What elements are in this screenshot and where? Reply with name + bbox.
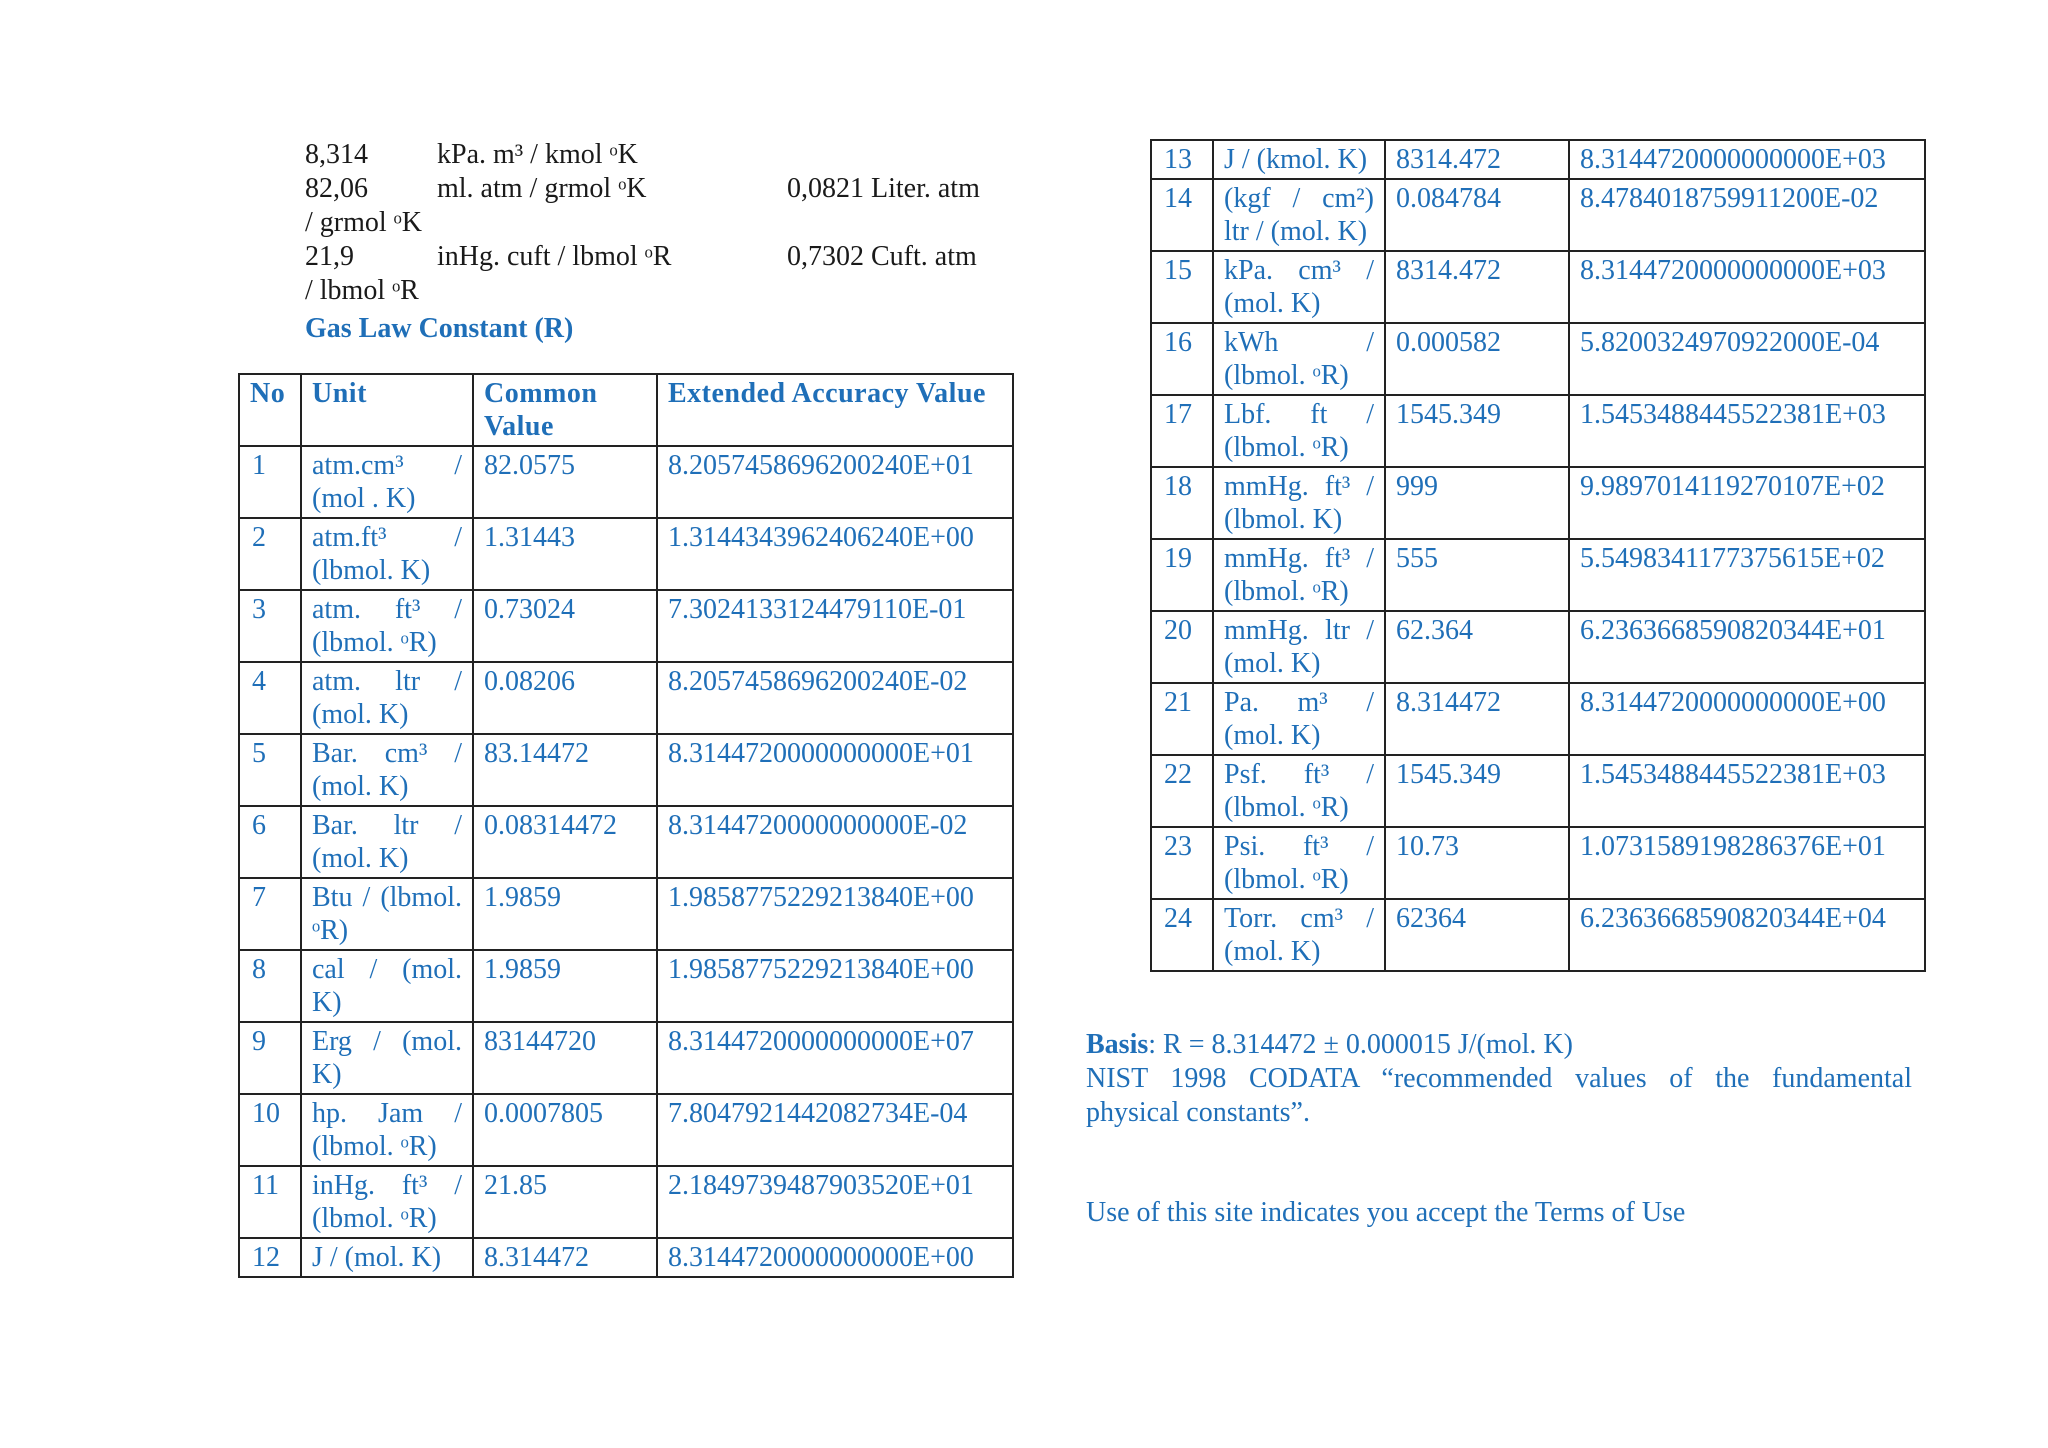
cell-unit: Erg / (mol. K): [301, 1022, 473, 1094]
cell-no: 18: [1151, 467, 1213, 539]
cell-extended-value: 6.2363668590820344E+04: [1569, 899, 1925, 971]
cell-extended-value: 1.9858775229213840E+00: [657, 878, 1013, 950]
column-header-no: No: [239, 374, 301, 446]
cell-extended-value: 8.3144720000000000E-02: [657, 806, 1013, 878]
table-row: [239, 1166, 1013, 1238]
header-value: 82,06: [305, 173, 368, 204]
table-body-left: [239, 446, 1013, 1277]
cell-unit: atm. ltr / (mol. K): [301, 662, 473, 734]
cell-common-value: 82.0575: [473, 446, 657, 518]
column-header-common-value: Common Value: [473, 374, 657, 446]
cell-no: 19: [1151, 539, 1213, 611]
table-row: [1151, 323, 1925, 395]
cell-no: 5: [239, 734, 301, 806]
header-alt-value: 0,0821 Liter. atm: [787, 173, 980, 204]
cell-common-value: 8314.472: [1385, 140, 1569, 179]
cell-extended-value: 2.1849739487903520E+01: [657, 1166, 1013, 1238]
cell-common-value: 0.73024: [473, 590, 657, 662]
cell-unit: mmHg. ft³ / (lbmol. K): [1213, 467, 1385, 539]
cell-common-value: 0.084784: [1385, 179, 1569, 251]
cell-common-value: 1.9859: [473, 950, 657, 1022]
cell-extended-value: 8.3144720000000000E+01: [657, 734, 1013, 806]
cell-unit: Pa. m³ / (mol. K): [1213, 683, 1385, 755]
table-row: [239, 806, 1013, 878]
section-title: Gas Law Constant (R): [305, 313, 574, 344]
header-value: 21,9: [305, 241, 354, 272]
cell-extended-value: 8.2057458696200240E+01: [657, 446, 1013, 518]
cell-extended-value: 1.9858775229213840E+00: [657, 950, 1013, 1022]
cell-unit: Torr. cm³ / (mol. K): [1213, 899, 1385, 971]
cell-no: 12: [239, 1238, 301, 1277]
cell-no: 9: [239, 1022, 301, 1094]
cell-unit: inHg. ft³ / (lbmol. ᵒR): [301, 1166, 473, 1238]
cell-no: 22: [1151, 755, 1213, 827]
table-row: [239, 1094, 1013, 1166]
cell-unit: mmHg. ltr / (mol. K): [1213, 611, 1385, 683]
cell-unit: atm.ft³ / (lbmol. K): [301, 518, 473, 590]
header-alt-value: 0,7302 Cuft. atm: [787, 241, 977, 272]
cell-common-value: 1545.349: [1385, 395, 1569, 467]
header-line-2-wrap: [305, 206, 1005, 240]
table-row: [1151, 467, 1925, 539]
table-row: [239, 1238, 1013, 1277]
table-row: [1151, 755, 1925, 827]
cell-unit: J / (mol. K): [301, 1238, 473, 1277]
cell-extended-value: 6.2363668590820344E+01: [1569, 611, 1925, 683]
basis-label: Basis: [1086, 1029, 1149, 1060]
cell-common-value: 0.08314472: [473, 806, 657, 878]
table-row: [1151, 539, 1925, 611]
header-line-3-wrap: [305, 274, 1005, 308]
cell-extended-value: 9.9897014119270107E+02: [1569, 467, 1925, 539]
cell-no: 20: [1151, 611, 1213, 683]
cell-common-value: 1.9859: [473, 878, 657, 950]
cell-common-value: 8.314472: [1385, 683, 1569, 755]
header-unit-wrap: / lbmol ᵒR: [305, 275, 419, 306]
table-row: [239, 446, 1013, 518]
cell-no: 2: [239, 518, 301, 590]
column-header-extended-value: Extended Accuracy Value: [657, 374, 1013, 446]
cell-unit: hp. Jam / (lbmol. ᵒR): [301, 1094, 473, 1166]
cell-unit: Psi. ft³ / (lbmol. ᵒR): [1213, 827, 1385, 899]
table-row: [1151, 611, 1925, 683]
cell-unit: Btu / (lbmol. ᵒR): [301, 878, 473, 950]
header-block: [305, 138, 1005, 346]
cell-common-value: 83144720: [473, 1022, 657, 1094]
cell-extended-value: 8.4784018759911200E-02: [1569, 179, 1925, 251]
cell-no: 1: [239, 446, 301, 518]
cell-common-value: 0.000582: [1385, 323, 1569, 395]
table-row: [239, 662, 1013, 734]
cell-no: 13: [1151, 140, 1213, 179]
cell-extended-value: 7.8047921442082734E-04: [657, 1094, 1013, 1166]
table-row: [239, 590, 1013, 662]
cell-common-value: 1.31443: [473, 518, 657, 590]
cell-extended-value: 8.2057458696200240E-02: [657, 662, 1013, 734]
cell-common-value: 0.0007805: [473, 1094, 657, 1166]
cell-no: 24: [1151, 899, 1213, 971]
cell-extended-value: 5.8200324970922000E-04: [1569, 323, 1925, 395]
cell-no: 8: [239, 950, 301, 1022]
table-row: [1151, 179, 1925, 251]
cell-no: 15: [1151, 251, 1213, 323]
table-row: [1151, 140, 1925, 179]
header-line-2: [305, 172, 1005, 206]
cell-no: 11: [239, 1166, 301, 1238]
cell-common-value: 0.08206: [473, 662, 657, 734]
cell-unit: Bar. ltr / (mol. K): [301, 806, 473, 878]
cell-unit: Psf. ft³ / (lbmol. ᵒR): [1213, 755, 1385, 827]
cell-unit: Bar. cm³ / (mol. K): [301, 734, 473, 806]
cell-common-value: 21.85: [473, 1166, 657, 1238]
cell-no: 4: [239, 662, 301, 734]
cell-no: 21: [1151, 683, 1213, 755]
header-line-1: [305, 138, 1005, 172]
cell-extended-value: 8.3144720000000000E+07: [657, 1022, 1013, 1094]
terms-of-use-note: Use of this site indicates you accept the Terms of Use: [1086, 1197, 1686, 1228]
table-header-row: [239, 374, 1013, 446]
cell-unit: cal / (mol. K): [301, 950, 473, 1022]
cell-unit: atm.cm³ / (mol . K): [301, 446, 473, 518]
table-row: [239, 518, 1013, 590]
cell-extended-value: 1.0731589198286376E+01: [1569, 827, 1925, 899]
cell-common-value: 8314.472: [1385, 251, 1569, 323]
cell-common-value: 8.314472: [473, 1238, 657, 1277]
cell-common-value: 555: [1385, 539, 1569, 611]
basis-source-line-1: NIST 1998 CODATA “recommended values of the fundamental: [1086, 1063, 1912, 1094]
table-row: [1151, 899, 1925, 971]
cell-extended-value: 8.3144720000000000E+03: [1569, 140, 1925, 179]
basis-formula: : R = 8.314472 ± 0.000015 J/(mol. K): [1148, 1029, 1573, 1060]
cell-no: 10: [239, 1094, 301, 1166]
cell-common-value: 62364: [1385, 899, 1569, 971]
cell-no: 16: [1151, 323, 1213, 395]
cell-common-value: 83.14472: [473, 734, 657, 806]
header-line-3: [305, 240, 1005, 274]
gas-constant-table-left: [238, 373, 1014, 1278]
cell-extended-value: 8.3144720000000000E+00: [1569, 683, 1925, 755]
cell-common-value: 999: [1385, 467, 1569, 539]
cell-unit: kPa. cm³ / (mol. K): [1213, 251, 1385, 323]
table-row: [1151, 683, 1925, 755]
cell-extended-value: 1.5453488445522381E+03: [1569, 755, 1925, 827]
basis-line: [1086, 1028, 1912, 1062]
cell-extended-value: 8.3144720000000000E+03: [1569, 251, 1925, 323]
cell-no: 7: [239, 878, 301, 950]
table-row: [239, 950, 1013, 1022]
cell-no: 23: [1151, 827, 1213, 899]
cell-unit: Lbf. ft / (lbmol. ᵒR): [1213, 395, 1385, 467]
cell-common-value: 1545.349: [1385, 755, 1569, 827]
cell-unit: mmHg. ft³ / (lbmol. ᵒR): [1213, 539, 1385, 611]
cell-unit: J / (kmol. K): [1213, 140, 1385, 179]
cell-extended-value: 8.3144720000000000E+00: [657, 1238, 1013, 1277]
cell-extended-value: 1.3144343962406240E+00: [657, 518, 1013, 590]
cell-no: 6: [239, 806, 301, 878]
table-row: [1151, 395, 1925, 467]
table-row: [1151, 827, 1925, 899]
cell-extended-value: 5.5498341177375615E+02: [1569, 539, 1925, 611]
header-value: 8,314: [305, 139, 368, 170]
header-unit: ml. atm / grmol ᵒK: [437, 173, 647, 204]
cell-unit: kWh / (lbmol. ᵒR): [1213, 323, 1385, 395]
cell-no: 14: [1151, 179, 1213, 251]
cell-unit: atm. ft³ / (lbmol. ᵒR): [301, 590, 473, 662]
cell-extended-value: 7.3024133124479110E-01: [657, 590, 1013, 662]
cell-extended-value: 1.5453488445522381E+03: [1569, 395, 1925, 467]
gas-constant-table-right: [1150, 139, 1926, 972]
table-body-right: [1151, 140, 1925, 971]
cell-no: 3: [239, 590, 301, 662]
table-row: [239, 734, 1013, 806]
header-unit: inHg. cuft / lbmol ᵒR: [437, 241, 672, 272]
column-header-unit: Unit: [301, 374, 473, 446]
basis-note: [1086, 1028, 1912, 1130]
table-row: [1151, 251, 1925, 323]
cell-no: 17: [1151, 395, 1213, 467]
header-unit: kPa. m³ / kmol ᵒK: [437, 139, 638, 170]
cell-common-value: 62.364: [1385, 611, 1569, 683]
table-row: [239, 1022, 1013, 1094]
header-unit-wrap: / grmol ᵒK: [305, 207, 422, 238]
cell-common-value: 10.73: [1385, 827, 1569, 899]
table-row: [239, 878, 1013, 950]
cell-unit: (kgf / cm²) ltr / (mol. K): [1213, 179, 1385, 251]
basis-source-line-2: physical constants”.: [1086, 1097, 1310, 1128]
